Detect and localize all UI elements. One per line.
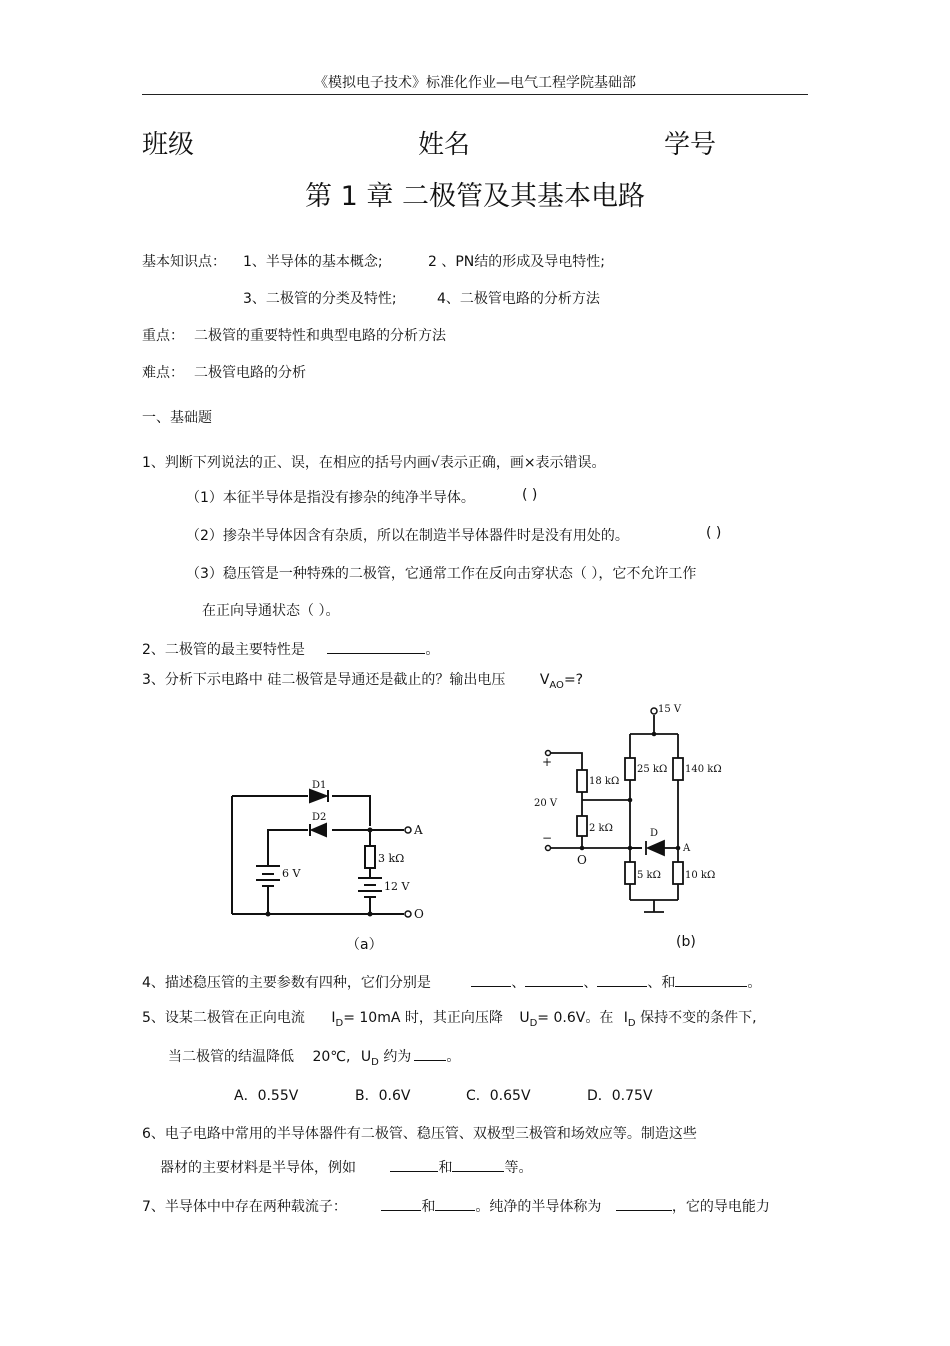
q2-blank[interactable]: [327, 639, 425, 654]
header-rule: [142, 94, 808, 95]
circuit-b-diode-label: D: [650, 828, 659, 839]
student-id-label: 学号: [664, 130, 717, 160]
q6-line2: [160, 1157, 532, 1177]
circuit-a-d2-label: D2: [312, 812, 327, 823]
circuit-b: [530, 700, 760, 922]
q5-option-c[interactable]: C．0.65V: [466, 1088, 531, 1104]
q5-option-a[interactable]: A．0.55V: [234, 1088, 299, 1104]
q7-c: 。纯净的半导体称为: [475, 1199, 602, 1215]
q5-l2b: 20℃,: [312, 1049, 351, 1065]
q4-blank-1[interactable]: [471, 972, 511, 987]
q3-v: V: [539, 672, 550, 688]
q7-blank-2[interactable]: [435, 1196, 475, 1211]
q4: [142, 972, 761, 992]
q4-end: 。: [747, 975, 762, 991]
circuit-b-r25-label: 25 kΩ: [637, 764, 668, 775]
circuit-a: [228, 780, 438, 921]
q7-a: 7、半导体中中存在两种载流子：: [142, 1199, 347, 1215]
knowledge-label: 基本知识点：: [142, 254, 226, 270]
name-label: 姓名: [418, 130, 471, 160]
q3-end: =?: [563, 672, 584, 688]
circuit-b-r2-label: 2 kΩ: [589, 823, 613, 834]
q4-sep-2: 、: [583, 975, 598, 991]
q1-b-paren: ( ): [706, 525, 722, 541]
q1-stem: 1、判断下列说法的正、误，在相应的括号内画√表示正确，画×表示错误。: [142, 455, 606, 471]
q5-i-sub: D: [335, 1017, 344, 1029]
chapter-title: 第 1 章 二极管及其基本电路: [305, 181, 645, 212]
q5-p4: 保持不变的条件下,: [640, 1010, 757, 1026]
q5-line1: [142, 1007, 757, 1029]
circuit-b-r18-label: 18 kΩ: [589, 776, 620, 787]
circuit-b-r10-label: 10 kΩ: [685, 870, 716, 881]
q5-i: I: [331, 1010, 336, 1026]
circuit-b-terminal-a: A: [683, 843, 691, 854]
q1-c: （3）稳压管是一种特殊的二极管，它通常工作在反向击穿状态（ ），它不允许工作: [186, 566, 697, 582]
circuit-b-supply-label: 15 V: [658, 704, 682, 715]
q2-end: 。: [425, 642, 440, 658]
class-label: 班级: [142, 130, 195, 160]
q1-a-paren: ( ): [522, 487, 538, 503]
q6-line2a: 器材的主要材料是半导体，例如: [160, 1160, 356, 1176]
circuit-a-terminal-o: O: [414, 907, 424, 921]
q5-p3: = 0.6V。在: [537, 1010, 614, 1026]
q4-sep-1: 、: [511, 975, 526, 991]
knowledge-item-3: 3、二极管的分类及特性;: [243, 291, 397, 307]
q7-blank-1[interactable]: [381, 1196, 421, 1211]
q5-u2-sub: D: [371, 1056, 379, 1068]
q1-a: （1）本征半导体是指没有掺杂的纯净半导体。: [186, 490, 475, 506]
q7-d: ，它的导电能力: [671, 1199, 770, 1215]
q5-u-sub: D: [529, 1017, 538, 1029]
hard-point-text: 二极管电路的分析: [194, 365, 306, 381]
q4-blank-3[interactable]: [597, 972, 647, 987]
key-point-text: 二极管的重要特性和典型电路的分析方法: [194, 328, 446, 344]
q4-sep-3: 、和: [647, 975, 676, 991]
q5-i2-sub: D: [627, 1017, 636, 1029]
q5-l2end: 。: [446, 1049, 461, 1065]
q4-blank-4[interactable]: [675, 972, 747, 987]
circuit-b-caption: (b): [676, 934, 696, 950]
knowledge-item-4: 4、二极管电路的分析方法: [437, 291, 600, 307]
q3-v-sub: AO: [549, 679, 564, 691]
q7: [142, 1196, 770, 1216]
knowledge-item-1: 1、半导体的基本概念;: [243, 254, 383, 270]
circuit-a-v2-label: 12 V: [384, 880, 410, 893]
q5-p1: 5、设某二极管在正向电流: [142, 1010, 305, 1026]
q1-b: （2）掺杂半导体因含有杂质，所以在制造半导体器件时是没有用处的。: [186, 528, 629, 544]
q6-blank-2[interactable]: [452, 1157, 504, 1172]
q5-u: U: [519, 1010, 530, 1026]
q7-b: 和: [421, 1199, 436, 1215]
circuit-b-20v-label: 20 V: [534, 798, 558, 809]
page-header: 《模拟电子技术》标准化作业—电气工程学院基础部: [314, 75, 636, 91]
circuit-b-minus: −: [542, 831, 553, 845]
q1-c2: 在正向导通状态（ ）。: [202, 603, 340, 619]
q5-blank[interactable]: [414, 1046, 446, 1061]
q5-option-d[interactable]: D．0.75V: [587, 1088, 653, 1104]
q5-u2: U: [360, 1049, 372, 1065]
hard-point-label: 难点：: [142, 365, 184, 381]
q5-l2a: 当二极管的结温降低: [168, 1049, 294, 1065]
q5-option-b[interactable]: B．0.6V: [355, 1088, 411, 1104]
key-point-label: 重点：: [142, 328, 184, 344]
circuit-a-v1-label: 6 V: [282, 867, 301, 880]
circuit-a-terminal-a: A: [414, 823, 423, 837]
circuit-a-d1-label: D1: [312, 780, 327, 791]
circuit-b-plus: +: [542, 755, 553, 769]
q7-blank-3[interactable]: [616, 1196, 672, 1211]
q6-line1: 6、电子电路中常用的半导体器件有二极管、稳压管、双极型三极管和场效应等。制造这些: [142, 1126, 697, 1142]
q5-i2: I: [623, 1010, 628, 1026]
q6-line2c: 等。: [504, 1160, 533, 1176]
knowledge-item-2: 2 、PN结的形成及导电特性;: [428, 254, 605, 270]
q5-p2: = 10mA 时，其正向压降: [343, 1010, 503, 1026]
circuit-a-caption: （a）: [346, 937, 383, 953]
q6-line2b: 和: [438, 1160, 453, 1176]
q4-blank-2[interactable]: [525, 972, 583, 987]
q5-l2c: 约为: [383, 1049, 412, 1065]
q5-line2: [168, 1046, 460, 1068]
q3: [142, 669, 583, 691]
q2-text: 2、二极管的最主要特性是: [142, 642, 305, 658]
q4-text: 4、描述稳压管的主要参数有四种，它们分别是: [142, 975, 431, 991]
section-basic: 一、基础题: [142, 410, 212, 426]
circuit-b-terminal-o: O: [577, 853, 587, 867]
q3-text: 3、分析下示电路中 硅二极管是导通还是截止的？输出电压: [142, 672, 506, 688]
circuit-b-r140-label: 140 kΩ: [685, 764, 722, 775]
q6-blank-1[interactable]: [390, 1157, 438, 1172]
circuit-a-r-label: 3 kΩ: [378, 852, 405, 865]
q2: [142, 639, 439, 659]
circuit-b-r5-label: 5 kΩ: [637, 870, 661, 881]
